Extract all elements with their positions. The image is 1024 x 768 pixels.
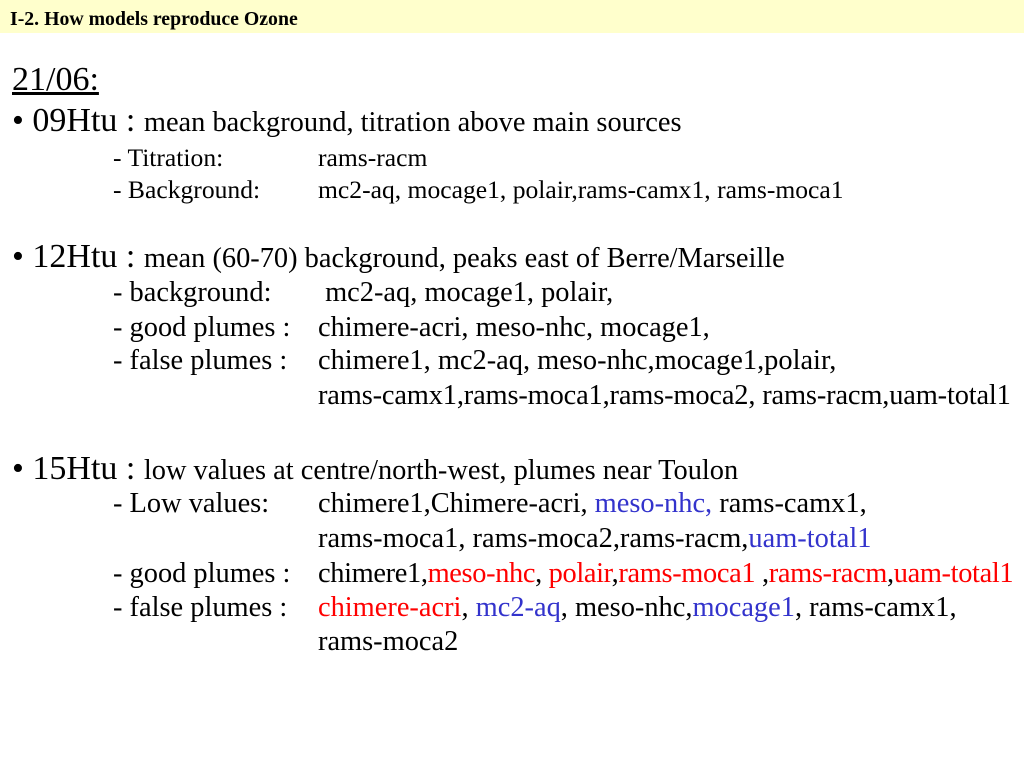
value-segment: uam-total1 — [893, 558, 1014, 589]
value-segment: chimere1, — [318, 558, 428, 589]
value-segment: rams-moca1, rams-moca2,rams-racm, — [318, 523, 749, 554]
row-false-plumes — [0, 341, 1024, 381]
value-segment: meso-nhc — [427, 558, 536, 589]
value-segment: rams-moca2 — [318, 626, 459, 657]
row-label: - background: — [113, 277, 272, 308]
section-summary: mean (60-70) background, peaks east of Berre/Marseille — [143, 243, 785, 274]
value-segment: rams-racm — [318, 143, 428, 172]
row-value — [318, 341, 836, 381]
slide-header — [0, 0, 1024, 33]
value-segment: rams-camx1, — [712, 488, 867, 519]
value-segment: mc2-aq — [475, 592, 561, 623]
row-low-values — [0, 484, 1024, 524]
slide-title: I-2. How models reproduce Ozone — [10, 8, 298, 30]
row-value — [318, 170, 844, 210]
row-background — [0, 273, 1024, 313]
bullet: • — [12, 102, 24, 139]
section-summary: mean background, titration above main sources — [143, 107, 682, 138]
value-segment: chimere-acri, meso-nhc, mocage1, — [318, 312, 710, 343]
row-label: - good plumes : — [113, 312, 291, 343]
row-value — [318, 273, 613, 313]
date-heading: 21/06: — [12, 61, 99, 98]
value-segment: chimere1,Chimere-acri, — [318, 488, 595, 519]
value-segment: chimere1, mc2-aq, meso-nhc,mocage1,polair, — [318, 345, 837, 376]
value-segment: polair — [548, 558, 612, 589]
bullet: • — [12, 238, 24, 275]
row-value — [318, 484, 867, 524]
row-label: - Titration: — [113, 143, 224, 172]
row-false-plumes-continued — [0, 376, 1024, 416]
row-value — [318, 376, 1011, 416]
value-segment: , — [535, 558, 549, 589]
time-label: 09Htu : — [32, 102, 136, 139]
value-segment: rams-racm — [768, 558, 887, 589]
section-summary: low values at centre/north-west, plumes near Toulon — [143, 455, 739, 486]
bullet: • — [12, 450, 24, 487]
value-segment: chimere-acri — [318, 592, 462, 623]
value-segment: rams-camx1,rams-moca1,rams-moca2, rams-racm,uam-total1 — [318, 380, 1011, 411]
value-segment: , meso-nhc, — [560, 592, 693, 623]
value-segment: rams-moca1 — [618, 558, 756, 589]
value-segment: , — [611, 558, 619, 589]
value-segment: meso-nhc, — [594, 488, 713, 519]
value-segment: , — [886, 558, 894, 589]
value-segment: uam-total1 — [748, 523, 872, 554]
section-heading — [12, 237, 785, 277]
row-label: - Low values: — [113, 488, 270, 519]
value-segment: , — [755, 558, 769, 589]
row-label: - false plumes : — [113, 345, 288, 376]
row-background — [0, 170, 1024, 210]
time-label: 15Htu : — [32, 450, 136, 487]
value-segment: , — [461, 592, 476, 623]
row-value — [318, 622, 458, 662]
value-segment: mc2-aq, mocage1, polair,rams-camx1, rams-moca1 — [318, 175, 844, 204]
row-label: - false plumes : — [113, 592, 288, 623]
section-heading — [12, 449, 738, 489]
time-label: 12Htu : — [32, 238, 136, 275]
section-heading — [12, 101, 682, 141]
value-segment: mocage1 — [692, 592, 795, 623]
row-low-values-continued — [0, 519, 1024, 559]
value-segment: , rams-camx1, — [794, 592, 957, 623]
row-false-plumes-continued — [0, 622, 1024, 662]
row-label: - good plumes : — [113, 558, 291, 589]
row-label: - Background: — [113, 175, 261, 204]
row-value — [318, 519, 871, 559]
value-segment: mc2-aq, mocage1, polair, — [318, 277, 614, 308]
